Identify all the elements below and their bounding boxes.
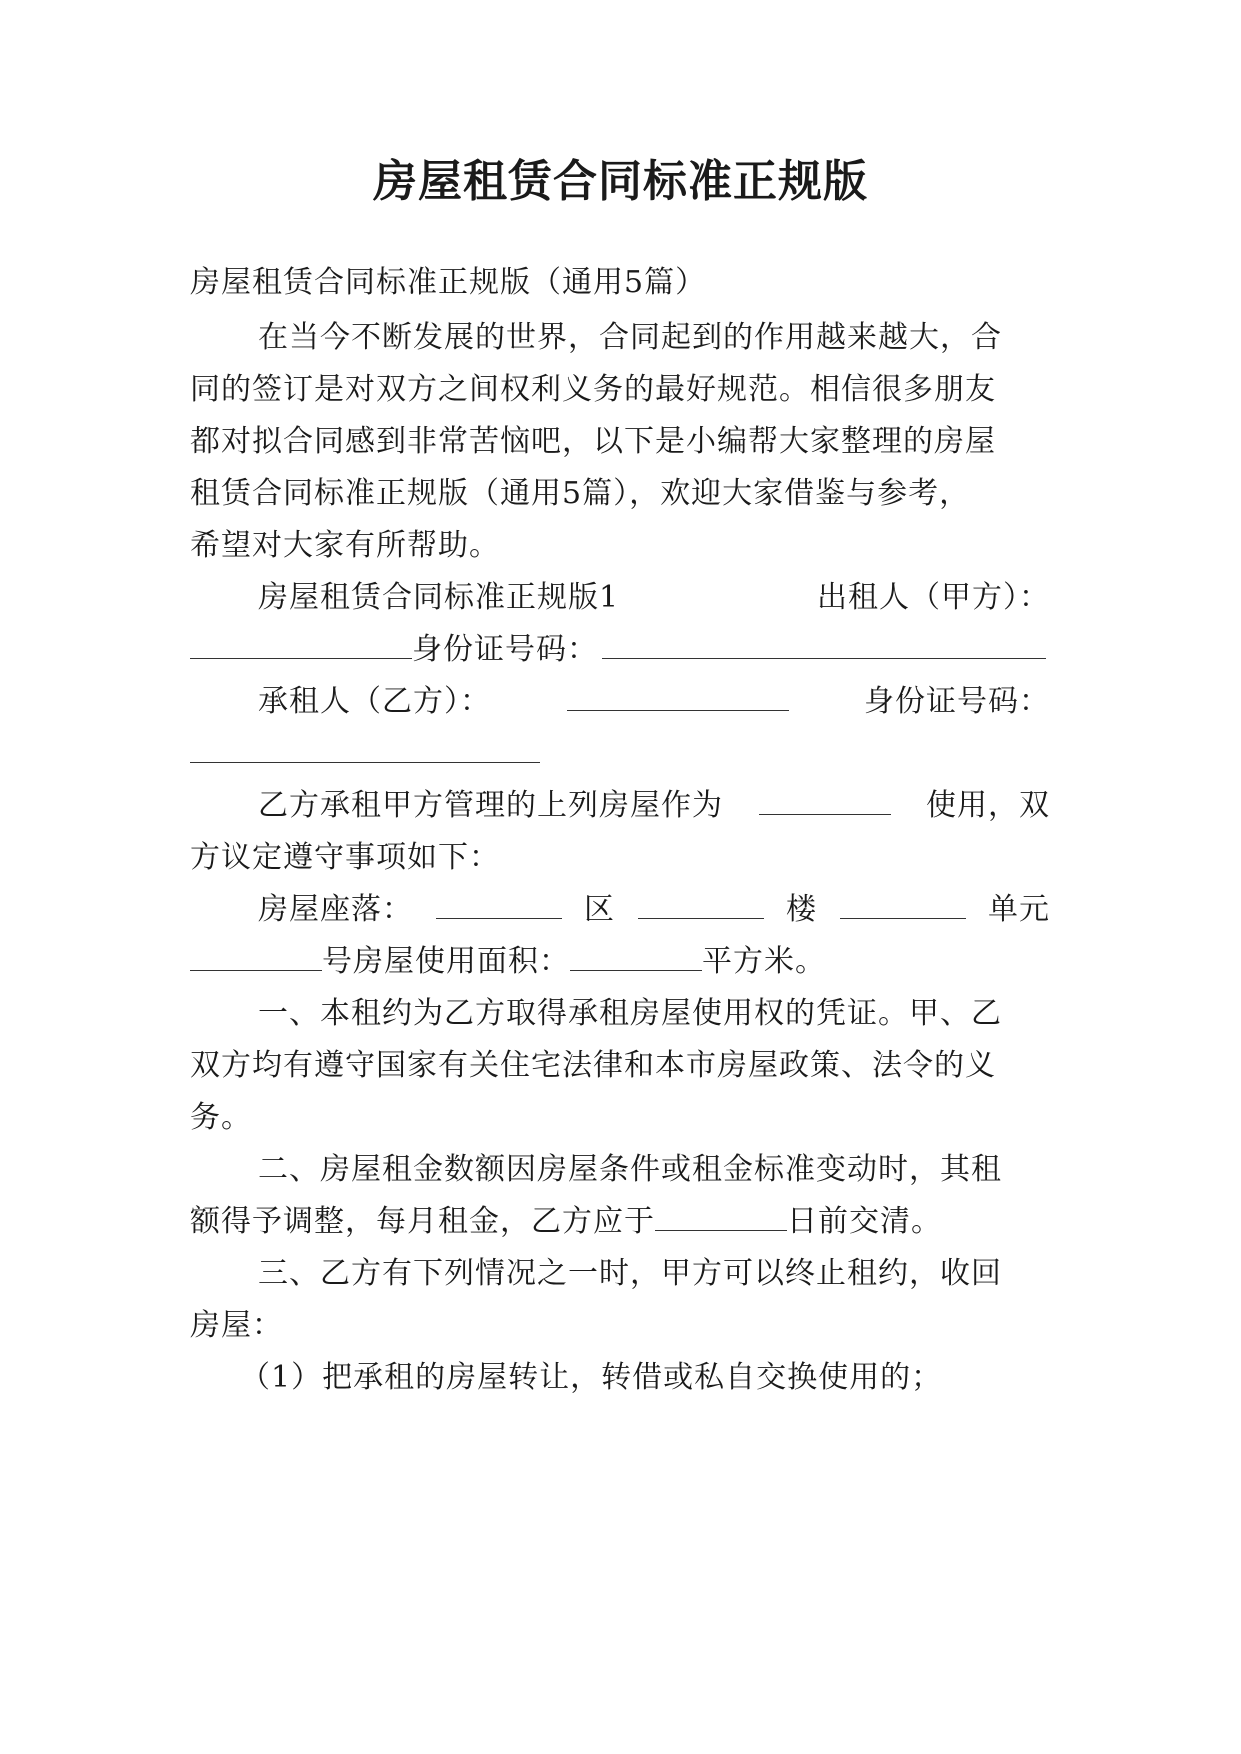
clause2-text-a: 额得予调整，每月租金，乙方应于 <box>190 1204 655 1239</box>
intro-line-1: 在当今不断发展的世界，合同起到的作用越来越大，合 <box>258 320 1002 355</box>
building-label: 楼 <box>786 892 817 927</box>
unit-label: 单元 <box>988 892 1050 927</box>
usage-blank[interactable] <box>759 786 891 815</box>
lessor-id-label: 身份证号码： <box>412 632 598 667</box>
lessee-label: 承租人（乙方）： <box>258 684 491 719</box>
lessee-id-blank[interactable] <box>190 762 540 763</box>
room-blank[interactable] <box>190 942 322 971</box>
lessor-id-blank[interactable] <box>602 630 1046 659</box>
location-label: 房屋座落： <box>258 892 413 927</box>
document-subtitle: 房屋租赁合同标准正规版（通用5篇） <box>190 265 707 300</box>
usage-text-a: 乙方承租甲方管理的上列房屋作为 <box>258 788 723 823</box>
usage-text-b: 使用，双 <box>926 788 1050 823</box>
lessor-id-row <box>190 630 1050 670</box>
document-title: 房屋租赁合同标准正规版 <box>373 156 868 207</box>
unit-blank[interactable] <box>840 890 966 919</box>
clause2-line-2 <box>190 1202 1050 1242</box>
clause2-line-1: 二、房屋租金数额因房屋条件或租金标准变动时，其租 <box>258 1152 1002 1187</box>
intro-line-3: 都对拟合同感到非常苦恼吧，以下是小编帮大家整理的房屋 <box>190 424 996 459</box>
location-line-2 <box>190 942 1050 982</box>
sqm-label: 平方米。 <box>702 944 826 979</box>
location-line-1 <box>258 890 1050 930</box>
clause1-line-1: 一、本租约为乙方取得承租房屋使用权的凭证。甲、乙 <box>258 996 1002 1031</box>
payday-blank[interactable] <box>655 1202 787 1231</box>
intro-line-2: 同的签订是对双方之间权利义务的最好规范。相信很多朋友 <box>190 372 996 407</box>
intro-line-4: 租赁合同标准正规版（通用5篇），欢迎大家借鉴与参考， <box>190 476 971 511</box>
clause2-text-b: 日前交清。 <box>787 1204 942 1239</box>
clause3-line-2: 房屋： <box>190 1308 283 1343</box>
lessee-row <box>258 682 1050 722</box>
lessor-label: 出租人（甲方）： <box>817 580 1050 615</box>
item-1: （1）把承租的房屋转让，转借或私自交换使用的； <box>240 1360 943 1395</box>
building-blank[interactable] <box>638 890 764 919</box>
contract-heading: 房屋租赁合同标准正规版1 <box>258 580 620 615</box>
intro-line-5: 希望对大家有所帮助。 <box>190 528 500 563</box>
lessor-name-blank[interactable] <box>190 630 412 659</box>
lessee-name-blank[interactable] <box>567 682 789 711</box>
district-label: 区 <box>584 892 615 927</box>
lessee-id-label: 身份证号码： <box>864 684 1050 719</box>
usage-line-2: 方议定遵守事项如下： <box>190 840 500 875</box>
clause3-line-1: 三、乙方有下列情况之一时，甲方可以终止租约，收回 <box>258 1256 1002 1291</box>
area-blank[interactable] <box>570 942 702 971</box>
contract-heading-row <box>258 578 1050 618</box>
usage-line-1 <box>258 786 1050 826</box>
clause1-line-2: 双方均有遵守国家有关住宅法律和本市房屋政策、法令的义 <box>190 1048 996 1083</box>
room-label: 号房屋使用面积： <box>322 944 570 979</box>
clause1-line-3: 务。 <box>190 1100 252 1135</box>
district-blank[interactable] <box>436 890 562 919</box>
